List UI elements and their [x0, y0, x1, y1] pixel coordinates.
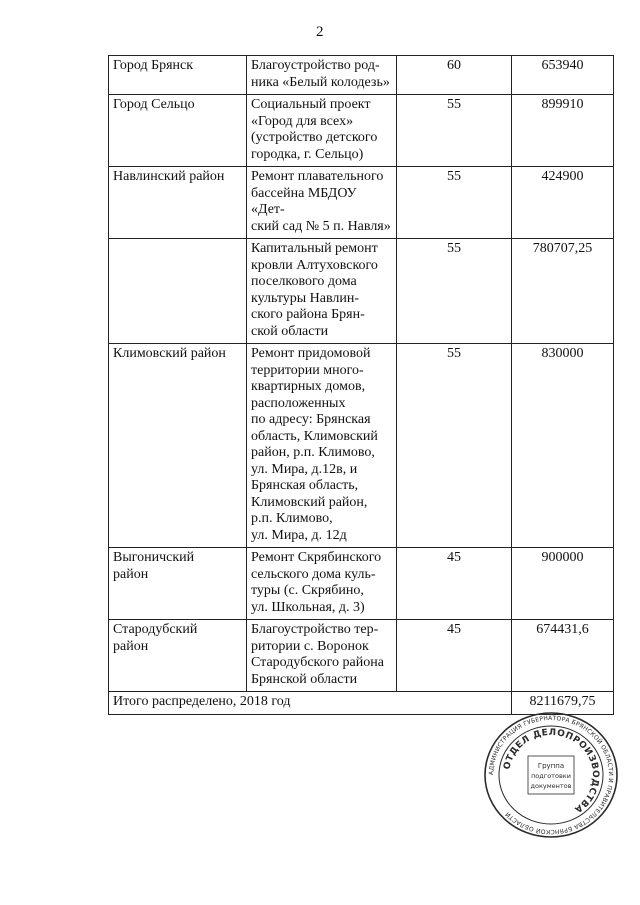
- score-cell: 55: [397, 239, 512, 344]
- score-cell: 45: [397, 620, 512, 692]
- stamp-center-line-3: документов: [530, 782, 572, 790]
- total-row: [109, 692, 614, 715]
- district-cell: Выгоничский район: [109, 548, 247, 620]
- district-cell: Навлинский район: [109, 167, 247, 239]
- amount-cell: 424900: [512, 167, 614, 239]
- score-cell: 45: [397, 548, 512, 620]
- table-row: [109, 56, 614, 95]
- project-cell: Благоустройство род- ника «Белый колодезь»: [247, 56, 397, 95]
- table-row: [109, 167, 614, 239]
- amount-cell: 899910: [512, 95, 614, 167]
- project-cell: Ремонт придомовой территории много- квартирных домов, расположенных по адресу: Брянская область, Климовский район, р.п. Климово, ул. Мира, д.12в, и Брянская область, Климовский район, р.п. Климово, ул. Мира, д. 12д: [247, 344, 397, 548]
- total-label: Итого распределено, 2018 год: [109, 692, 512, 715]
- grant-distribution-table: [108, 55, 614, 715]
- score-cell: 55: [397, 167, 512, 239]
- district-cell: Климовский район: [109, 344, 247, 548]
- district-cell: Стародубский район: [109, 620, 247, 692]
- table-row: [109, 95, 614, 167]
- project-cell: Ремонт плавательного бассейна МБДОУ «Дет- ский сад № 5 п. Навля»: [247, 167, 397, 239]
- district-cell: Город Брянск: [109, 56, 247, 95]
- project-cell: Социальный проект «Город для всех» (устройство детского городка, г. Сельцо): [247, 95, 397, 167]
- amount-cell: 780707,25: [512, 239, 614, 344]
- amount-cell: 653940: [512, 56, 614, 95]
- stamp-center-line-2: подготовки: [531, 772, 571, 780]
- score-cell: 60: [397, 56, 512, 95]
- page-number: 2: [316, 24, 324, 40]
- score-cell: 55: [397, 344, 512, 548]
- district-cell: [109, 239, 247, 344]
- amount-cell: 830000: [512, 344, 614, 548]
- project-cell: Ремонт Скрябинского сельского дома куль- туры (с. Скрябино, ул. Школьная, д. 3): [247, 548, 397, 620]
- project-cell: Благоустройство тер- ритории с. Воронок Стародубского района Брянской области: [247, 620, 397, 692]
- table-row: [109, 620, 614, 692]
- table-row: [109, 239, 614, 344]
- stamp-outer-text: АДМИНИСТРАЦИЯ ГУБЕРНАТОРА БРЯНСКОЙ ОБЛАСТИ И ПРАВИТЕЛЬСТВА БРЯНСКОЙ ОБЛАСТИ: [487, 714, 615, 836]
- district-cell: Город Сельцо: [109, 95, 247, 167]
- office-stamp: [483, 712, 619, 838]
- table-row: [109, 344, 614, 548]
- amount-cell: 900000: [512, 548, 614, 620]
- project-cell: Капитальный ремонт кровли Алтуховского поселкового дома культуры Навлин- ского района Брян- ской области: [247, 239, 397, 344]
- stamp-inner-text: ОТДЕЛ ДЕЛОПРОИЗВОДСТВА: [502, 727, 601, 815]
- amount-cell: 674431,6: [512, 620, 614, 692]
- score-cell: 55: [397, 95, 512, 167]
- table-row: [109, 548, 614, 620]
- total-amount: 8211679,75: [512, 692, 614, 715]
- stamp-center-line-1: Группа: [537, 762, 565, 770]
